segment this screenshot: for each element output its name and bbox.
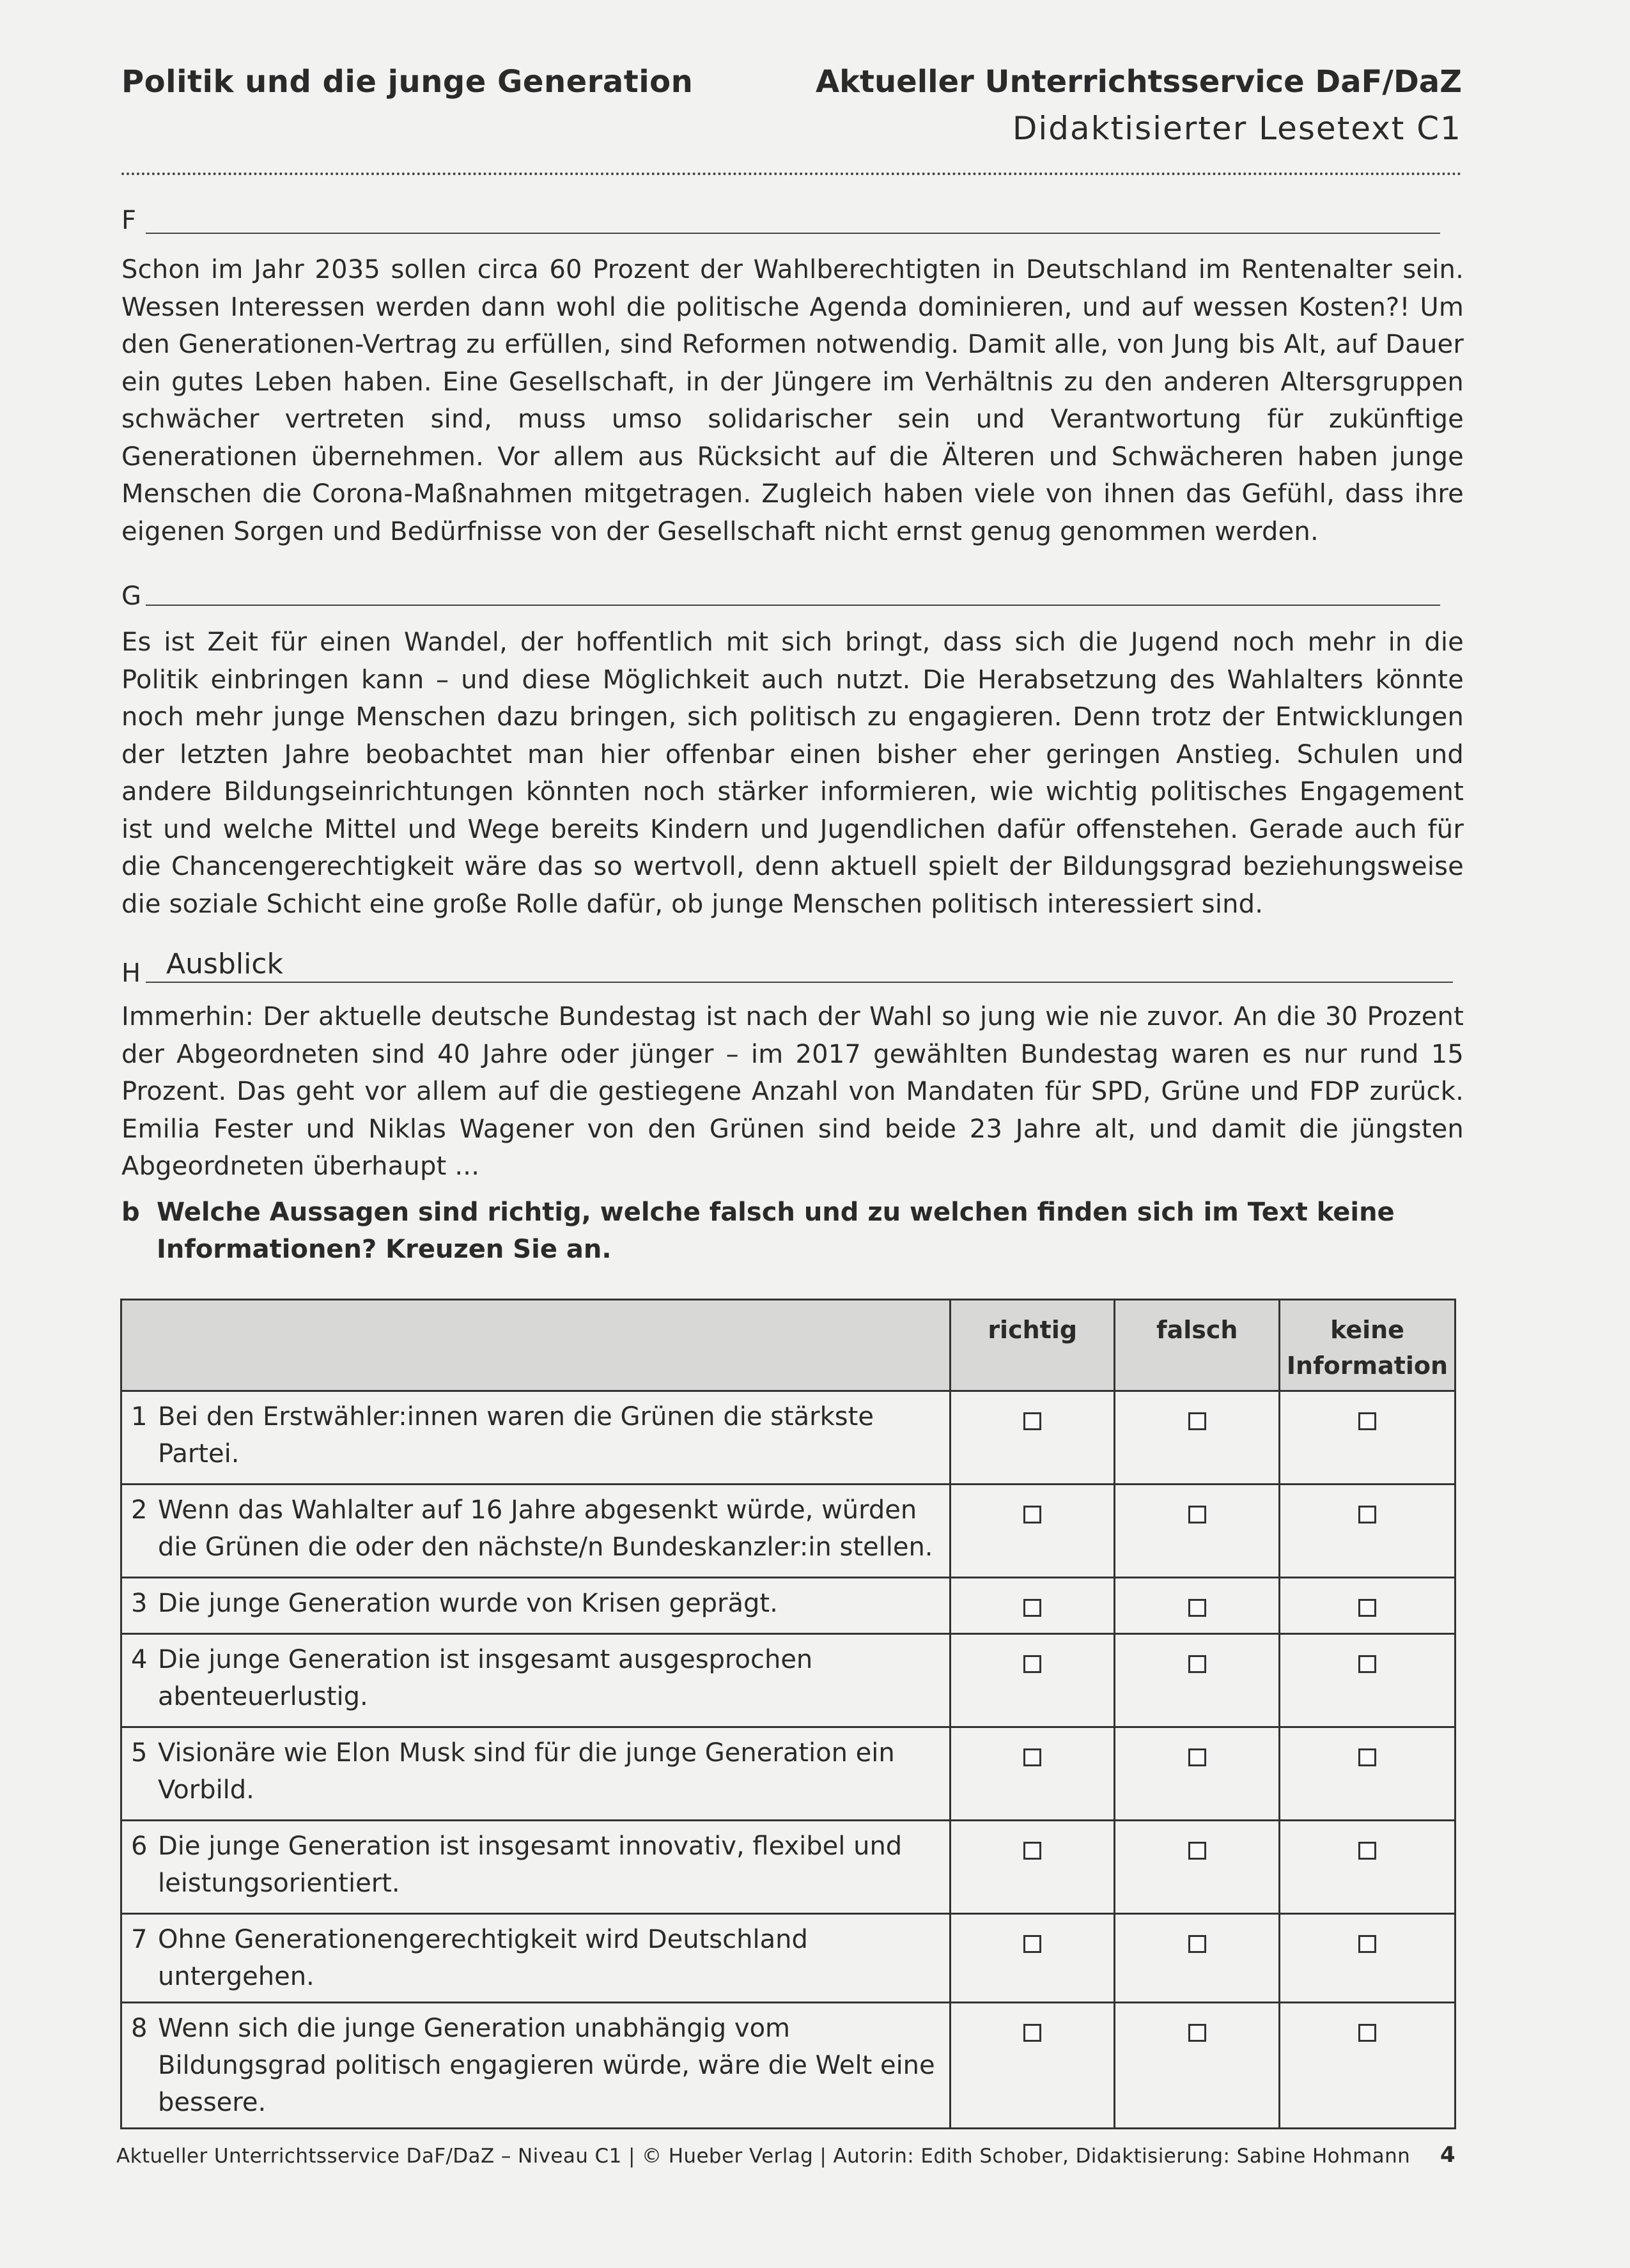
- checkbox-richtig[interactable]: [1023, 1748, 1041, 1766]
- topic-title: Politik und die junge Generation: [121, 64, 694, 100]
- checkbox-falsch[interactable]: [1188, 1748, 1206, 1766]
- statement-text: Die junge Generation ist insgesamt ausgesprochen abenteuerlustig.: [158, 1645, 813, 1711]
- table-row: [121, 1914, 1455, 2003]
- section-h-text: Immerhin: Der aktuelle deutsche Bundestag ist nach der Wahl so jung wie nie zuvor. An die 30 Prozent der Abgeordneten sind 40 Jahre oder jünger – im 2017 gewählten Bundestag waren es nur rund 15 Prozent. Das geht vor allem auf die gestiegene Anzahl von Mandaten für SPD, Grüne und FDP zurück. Emilia Fester und Niklas Wagener von den Grünen sind beide 23 Jahre alt, und damit die jüngsten Abgeordneten überhaupt ...: [121, 1002, 1464, 1181]
- footer-credits: Aktueller Unterrichtsservice DaF/DaZ – Niveau C1 | © Hueber Verlag | Autorin: Edith Schober, Didaktisierung: Sabine Hohmann: [116, 2145, 1411, 2168]
- checkbox-falsch[interactable]: [1188, 1842, 1206, 1860]
- table-row: [121, 1485, 1455, 1578]
- table-row: [121, 1391, 1455, 1485]
- answer-cell-richtig: [950, 1634, 1115, 1727]
- checkbox-falsch[interactable]: [1188, 2024, 1206, 2042]
- checkbox-keine-information[interactable]: [1358, 1655, 1376, 1673]
- section-g-label: G: [121, 582, 141, 611]
- checkbox-falsch[interactable]: [1188, 1506, 1206, 1524]
- answer-cell-keine-information: [1280, 1914, 1455, 2003]
- statement-number: 1: [131, 1402, 148, 1431]
- checkbox-richtig[interactable]: [1023, 1655, 1041, 1673]
- section-g-heading-line: [146, 571, 1440, 606]
- checkbox-keine-information[interactable]: [1358, 1935, 1376, 1953]
- answer-cell-falsch: [1115, 2003, 1280, 2129]
- answer-cell-keine-information: [1280, 1485, 1455, 1578]
- answer-table: [120, 1299, 1456, 2129]
- statement-text: Ohne Generationengerechtigkeit wird Deutschland untergehen.: [158, 1925, 808, 1991]
- statement-text: Die junge Generation wurde von Krisen geprägt.: [158, 1589, 778, 1618]
- table-row: [121, 1821, 1455, 1914]
- answer-cell-falsch: [1115, 1485, 1280, 1578]
- section-h-heading-line: [146, 948, 1453, 983]
- column-header-falsch: falsch: [1115, 1300, 1280, 1391]
- answer-cell-keine-information: [1280, 1578, 1455, 1634]
- statement-number: 6: [131, 1832, 148, 1861]
- statement-cell: [121, 1485, 951, 1578]
- statement-cell: [121, 1914, 951, 2003]
- answer-cell-richtig: [950, 1914, 1115, 2003]
- table-row: [121, 1634, 1455, 1727]
- checkbox-keine-information[interactable]: [1358, 1842, 1376, 1860]
- statement-number: 3: [131, 1589, 148, 1618]
- answer-cell-richtig: [950, 1821, 1115, 1914]
- header-divider: [121, 173, 1462, 175]
- statement-number: 5: [131, 1738, 148, 1768]
- page-number: 4: [1440, 2142, 1455, 2168]
- statement-text: Bei den Erstwähler:innen waren die Grünen die stärkste Partei.: [158, 1402, 874, 1469]
- statement-number: 4: [131, 1645, 148, 1674]
- statement-cell: [121, 1821, 951, 1914]
- table-row: [121, 1578, 1455, 1634]
- answer-cell-falsch: [1115, 1391, 1280, 1485]
- checkbox-falsch[interactable]: [1188, 1412, 1206, 1430]
- statement-cell: [121, 1578, 951, 1634]
- answer-cell-keine-information: [1280, 1391, 1455, 1485]
- checkbox-keine-information[interactable]: [1358, 1748, 1376, 1766]
- answer-cell-falsch: [1115, 1727, 1280, 1821]
- checkbox-richtig[interactable]: [1023, 1842, 1041, 1860]
- answer-cell-falsch: [1115, 1821, 1280, 1914]
- answer-cell-falsch: [1115, 1634, 1280, 1727]
- statement-number: 8: [131, 2014, 148, 2043]
- checkbox-richtig[interactable]: [1023, 1599, 1041, 1617]
- table-row: [121, 1727, 1455, 1821]
- statement-cell: [121, 1634, 951, 1727]
- answer-cell-richtig: [950, 1485, 1115, 1578]
- column-header-keine-information: keine Information: [1280, 1300, 1455, 1391]
- checkbox-richtig[interactable]: [1023, 2024, 1041, 2042]
- answer-cell-keine-information: [1280, 1727, 1455, 1821]
- answer-cell-richtig: [950, 1727, 1115, 1821]
- statement-text: Visionäre wie Elon Musk sind für die junge Generation ein Vorbild.: [158, 1738, 895, 1805]
- statement-text: Die junge Generation ist insgesamt innovativ, flexibel und leistungsorientiert.: [158, 1832, 903, 1898]
- section-g-text: Es ist Zeit für einen Wandel, der hoffentlich mit sich bringt, dass sich die Jugend noch mehr in die Politik einbringen kann – und diese Möglichkeit auch nutzt. Die Herabsetzung des Wahlalters könnte noch mehr junge Menschen dazu bringen, sich politisch zu engagieren. Denn trotz der Entwicklungen der letzten Jahre beobachtet man hier offenbar einen bisher eher geringen Anstieg. Schulen und andere Bildungseinrichtungen könnten noch stärker informieren, wie wichtig politisches Engagement ist und welche Mittel und Wege bereits Kindern und Jugendlichen dafür offenstehen. Gerade auch für die Chancengerechtigkeit wäre das so wertvoll, denn aktuell spielt der Bildungsgrad beziehungsweise die soziale Schicht eine große Rolle dafür, ob junge Menschen politisch interessiert sind.: [121, 628, 1464, 919]
- answer-cell-keine-information: [1280, 1821, 1455, 1914]
- answer-cell-richtig: [950, 1391, 1115, 1485]
- checkbox-keine-information[interactable]: [1358, 1412, 1376, 1430]
- checkbox-richtig[interactable]: [1023, 1412, 1041, 1430]
- checkbox-richtig[interactable]: [1023, 1506, 1041, 1524]
- section-h-label: H: [121, 959, 141, 988]
- task-letter: b: [121, 1198, 140, 1227]
- statement-number: 7: [131, 1925, 148, 1954]
- column-header-richtig: richtig: [950, 1300, 1115, 1391]
- section-h-heading: Ausblick: [166, 948, 283, 980]
- checkbox-falsch[interactable]: [1188, 1599, 1206, 1617]
- document-subtitle: Didaktisierter Lesetext C1: [1012, 110, 1462, 147]
- section-f-text: Schon im Jahr 2035 sollen circa 60 Prozent der Wahlberechtigten in Deutschland im Rentenalter sein. Wessen Interessen werden dann wohl die politische Agenda dominieren, und auf wessen Kosten?! Um den Generationen-Vertrag zu erfüllen, sind Reformen notwendig. Damit alle, von Jung bis Alt, auf Dauer ein gutes Leben haben. Eine Gesellschaft, in der Jüngere im Verhältnis zu den anderen Altersgruppen schwächer vertreten sind, muss umso solidarischer sein und Verantwortung für zukünftige Generationen übernehmen. Vor allem aus Rücksicht auf die Älteren und Schwächeren haben junge Menschen die Corona-Maßnahmen mitgetragen. Zugleich haben viele von ihnen das Gefühl, dass ihre eigenen Sorgen und Bedürfnisse von der Gesellschaft nicht ernst genug genommen werden.: [121, 255, 1464, 546]
- checkbox-keine-information[interactable]: [1358, 1506, 1376, 1524]
- statement-number: 2: [131, 1495, 148, 1525]
- answer-cell-richtig: [950, 1578, 1115, 1634]
- answer-cell-keine-information: [1280, 2003, 1455, 2129]
- section-f-heading-line: [146, 199, 1440, 234]
- statement-cell: [121, 2003, 951, 2129]
- answer-cell-falsch: [1115, 1914, 1280, 2003]
- statement-cell: [121, 1391, 951, 1485]
- answer-cell-richtig: [950, 2003, 1115, 2129]
- task-instruction: Welche Aussagen sind richtig, welche falsch und zu welchen finden sich im Text keine Informationen? Kreuzen Sie an.: [157, 1198, 1395, 1264]
- statement-column-header: [121, 1300, 951, 1391]
- answer-cell-keine-information: [1280, 1634, 1455, 1727]
- series-title: Aktueller Unterrichtsservice DaF/DaZ: [815, 64, 1462, 100]
- table-row: [121, 2003, 1455, 2129]
- statement-text: Wenn das Wahlalter auf 16 Jahre abgesenkt würde, würden die Grünen die oder den nächste/n Bundeskanzler:in stellen.: [158, 1495, 933, 1562]
- answer-cell-falsch: [1115, 1578, 1280, 1634]
- checkbox-richtig[interactable]: [1023, 1935, 1041, 1953]
- statement-cell: [121, 1727, 951, 1821]
- checkbox-falsch[interactable]: [1188, 1935, 1206, 1953]
- checkbox-keine-information[interactable]: [1358, 1599, 1376, 1617]
- checkbox-keine-information[interactable]: [1358, 2024, 1376, 2042]
- answer-table-header: [121, 1300, 1455, 1391]
- section-f-label: F: [121, 206, 137, 235]
- statement-text: Wenn sich die junge Generation unabhängig vom Bildungsgrad politisch engagieren würde, wäre die Welt eine bessere.: [158, 2014, 935, 2117]
- checkbox-falsch[interactable]: [1188, 1655, 1206, 1673]
